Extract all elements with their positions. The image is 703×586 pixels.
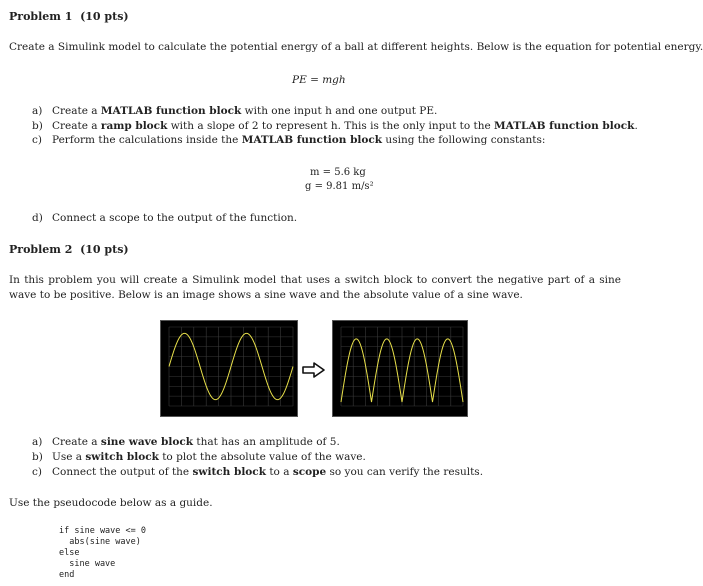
problem2-item-b: b) Use a switch block to plot the absolute value of the wave. bbox=[32, 451, 366, 463]
problem1-points: (10 pts) bbox=[80, 10, 129, 23]
scope-grid bbox=[341, 327, 463, 406]
problem2-points: (10 pts) bbox=[80, 243, 129, 256]
pseudocode-block bbox=[59, 526, 146, 581]
code-line: if sine wave <= 0 bbox=[59, 526, 146, 536]
problem1-item-a: a) Create a MATLAB function block with one input h and one output PE. bbox=[32, 105, 438, 117]
right-arrow-icon bbox=[300, 360, 328, 383]
sine-wave-plot bbox=[161, 321, 297, 416]
code-line: else bbox=[59, 548, 80, 558]
problem2-heading bbox=[9, 243, 129, 256]
pseudocode-guide: Use the pseudocode below as a guide. bbox=[9, 497, 213, 509]
problem1-item-c: c) Perform the calculations inside the MATLAB function block using the following constants: bbox=[32, 134, 546, 146]
problem2-item-c: c) Connect the output of the switch block to a scope so you can verify the results. bbox=[32, 466, 484, 478]
code-line: abs(sine wave) bbox=[59, 537, 141, 547]
pe-equation: PE = mgh bbox=[292, 74, 346, 86]
code-line: end bbox=[59, 570, 75, 580]
problem1-item-b: b) Create a ramp block with a slope of 2 to represent h. This is the only input to the MATLAB function block. bbox=[32, 120, 638, 132]
problem1-item-d: d) Connect a scope to the output of the function. bbox=[32, 212, 298, 224]
constant-mass: m = 5.6 kg bbox=[310, 167, 366, 178]
abs-sine-wave-plot bbox=[333, 321, 467, 416]
problem1-title: Problem 1 bbox=[9, 10, 73, 23]
abs-sine-wave-scope bbox=[332, 320, 468, 417]
problem2-item-a: a) Create a sine wave block that has an amplitude of 5. bbox=[32, 436, 340, 448]
problem1-heading bbox=[9, 10, 129, 23]
problem2-intro: In this problem you will create a Simulink model that uses a switch block to convert the negative part of a sine wave to be positive. Below is an image shows a sine wave and the absolute value of a sine wave. bbox=[9, 274, 621, 301]
problem2-title: Problem 2 bbox=[9, 243, 73, 256]
code-line: sine wave bbox=[59, 559, 116, 569]
problem1-intro: Create a Simulink model to calculate the potential energy of a ball at different heights. Below is the equation for potential energy. bbox=[9, 41, 703, 53]
constant-gravity: g = 9.81 m/s² bbox=[305, 181, 374, 192]
sine-wave-scope bbox=[160, 320, 298, 417]
